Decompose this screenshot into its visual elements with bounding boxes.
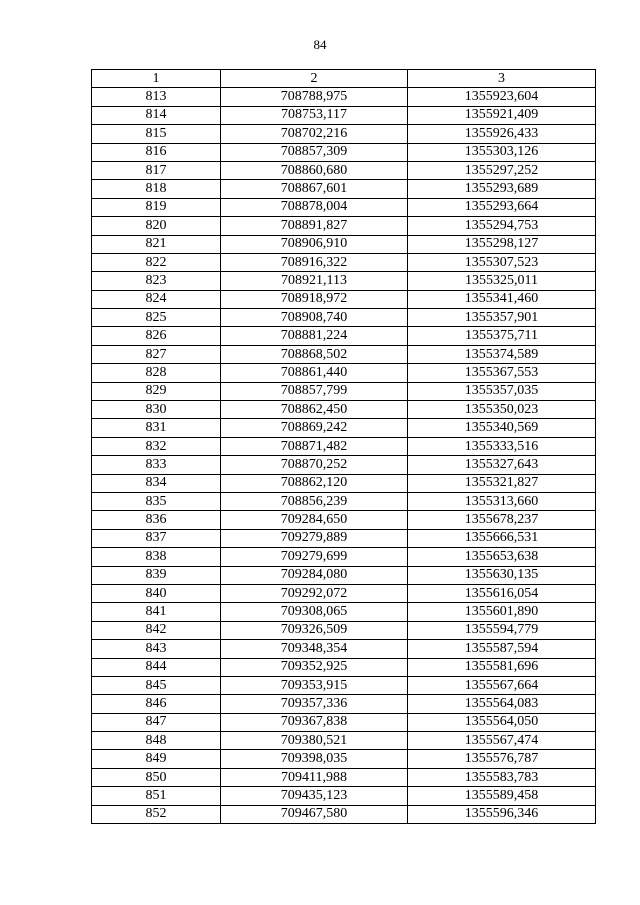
table-row <box>92 695 596 713</box>
column-header-1: 1 <box>92 70 221 88</box>
table-row <box>92 529 596 547</box>
table-row <box>92 676 596 694</box>
y-coordinate-cell: 1355567,664 <box>408 676 596 694</box>
table-row <box>92 401 596 419</box>
table-row <box>92 658 596 676</box>
y-coordinate-cell: 1355297,252 <box>408 161 596 179</box>
y-coordinate-cell: 1355601,890 <box>408 603 596 621</box>
x-coordinate-cell: 708862,450 <box>221 401 408 419</box>
table-row <box>92 419 596 437</box>
table-row <box>92 382 596 400</box>
point-number-cell: 822 <box>92 253 221 271</box>
table-row <box>92 713 596 731</box>
point-number-cell: 821 <box>92 235 221 253</box>
y-coordinate-cell: 1355357,035 <box>408 382 596 400</box>
y-coordinate-cell: 1355581,696 <box>408 658 596 676</box>
table-row <box>92 327 596 345</box>
y-coordinate-cell: 1355375,711 <box>408 327 596 345</box>
table-row <box>92 768 596 786</box>
x-coordinate-cell: 708871,482 <box>221 437 408 455</box>
table-row <box>92 253 596 271</box>
point-number-cell: 850 <box>92 768 221 786</box>
x-coordinate-cell: 709284,080 <box>221 566 408 584</box>
y-coordinate-cell: 1355307,523 <box>408 253 596 271</box>
point-number-cell: 837 <box>92 529 221 547</box>
x-coordinate-cell: 708702,216 <box>221 125 408 143</box>
point-number-cell: 846 <box>92 695 221 713</box>
y-coordinate-cell: 1355298,127 <box>408 235 596 253</box>
table-row <box>92 621 596 639</box>
y-coordinate-cell: 1355576,787 <box>408 750 596 768</box>
point-number-cell: 829 <box>92 382 221 400</box>
x-coordinate-cell: 708918,972 <box>221 290 408 308</box>
point-number-cell: 820 <box>92 217 221 235</box>
y-coordinate-cell: 1355616,054 <box>408 584 596 602</box>
coordinates-table <box>91 69 596 824</box>
table-row <box>92 437 596 455</box>
point-number-cell: 833 <box>92 456 221 474</box>
table-row <box>92 548 596 566</box>
table-row <box>92 217 596 235</box>
x-coordinate-cell: 708867,601 <box>221 180 408 198</box>
x-coordinate-cell: 709367,838 <box>221 713 408 731</box>
point-number-cell: 842 <box>92 621 221 639</box>
x-coordinate-cell: 709352,925 <box>221 658 408 676</box>
point-number-cell: 839 <box>92 566 221 584</box>
y-coordinate-cell: 1355350,023 <box>408 401 596 419</box>
point-number-cell: 836 <box>92 511 221 529</box>
y-coordinate-cell: 1355367,553 <box>408 364 596 382</box>
table-row <box>92 125 596 143</box>
x-coordinate-cell: 708868,502 <box>221 345 408 363</box>
point-number-cell: 831 <box>92 419 221 437</box>
point-number-cell: 824 <box>92 290 221 308</box>
point-number-cell: 832 <box>92 437 221 455</box>
y-coordinate-cell: 1355678,237 <box>408 511 596 529</box>
table-row <box>92 492 596 510</box>
x-coordinate-cell: 709279,889 <box>221 529 408 547</box>
x-coordinate-cell: 709357,336 <box>221 695 408 713</box>
column-header-3: 3 <box>408 70 596 88</box>
x-coordinate-cell: 709435,123 <box>221 787 408 805</box>
x-coordinate-cell: 708856,239 <box>221 492 408 510</box>
y-coordinate-cell: 1355327,643 <box>408 456 596 474</box>
y-coordinate-cell: 1355564,050 <box>408 713 596 731</box>
table-row <box>92 88 596 106</box>
y-coordinate-cell: 1355923,604 <box>408 88 596 106</box>
table-row <box>92 345 596 363</box>
x-coordinate-cell: 709292,072 <box>221 584 408 602</box>
x-coordinate-cell: 709380,521 <box>221 732 408 750</box>
point-number-cell: 815 <box>92 125 221 143</box>
y-coordinate-cell: 1355926,433 <box>408 125 596 143</box>
point-number-cell: 813 <box>92 88 221 106</box>
y-coordinate-cell: 1355325,011 <box>408 272 596 290</box>
table-row <box>92 640 596 658</box>
point-number-cell: 827 <box>92 345 221 363</box>
point-number-cell: 851 <box>92 787 221 805</box>
y-coordinate-cell: 1355587,594 <box>408 640 596 658</box>
table-row <box>92 143 596 161</box>
x-coordinate-cell: 709398,035 <box>221 750 408 768</box>
table-row <box>92 198 596 216</box>
point-number-cell: 818 <box>92 180 221 198</box>
y-coordinate-cell: 1355293,664 <box>408 198 596 216</box>
table-row <box>92 805 596 823</box>
y-coordinate-cell: 1355340,569 <box>408 419 596 437</box>
table-row <box>92 272 596 290</box>
x-coordinate-cell: 709279,699 <box>221 548 408 566</box>
table-row <box>92 106 596 124</box>
table-row <box>92 180 596 198</box>
table-row <box>92 732 596 750</box>
point-number-cell: 849 <box>92 750 221 768</box>
table-row <box>92 235 596 253</box>
point-number-cell: 816 <box>92 143 221 161</box>
y-coordinate-cell: 1355596,346 <box>408 805 596 823</box>
point-number-cell: 847 <box>92 713 221 731</box>
x-coordinate-cell: 708921,113 <box>221 272 408 290</box>
y-coordinate-cell: 1355583,783 <box>408 768 596 786</box>
x-coordinate-cell: 708881,224 <box>221 327 408 345</box>
x-coordinate-cell: 708857,799 <box>221 382 408 400</box>
table-row <box>92 290 596 308</box>
x-coordinate-cell: 709284,650 <box>221 511 408 529</box>
x-coordinate-cell: 709467,580 <box>221 805 408 823</box>
y-coordinate-cell: 1355594,779 <box>408 621 596 639</box>
point-number-cell: 843 <box>92 640 221 658</box>
point-number-cell: 845 <box>92 676 221 694</box>
x-coordinate-cell: 708861,440 <box>221 364 408 382</box>
table-row <box>92 511 596 529</box>
table-row <box>92 750 596 768</box>
table-row <box>92 161 596 179</box>
x-coordinate-cell: 708869,242 <box>221 419 408 437</box>
point-number-cell: 817 <box>92 161 221 179</box>
point-number-cell: 838 <box>92 548 221 566</box>
x-coordinate-cell: 709353,915 <box>221 676 408 694</box>
x-coordinate-cell: 708862,120 <box>221 474 408 492</box>
y-coordinate-cell: 1355564,083 <box>408 695 596 713</box>
page-number: 84 <box>313 37 327 52</box>
table-row <box>92 787 596 805</box>
point-number-cell: 826 <box>92 327 221 345</box>
y-coordinate-cell: 1355630,135 <box>408 566 596 584</box>
column-header-2: 2 <box>221 70 408 88</box>
x-coordinate-cell: 708788,975 <box>221 88 408 106</box>
point-number-cell: 852 <box>92 805 221 823</box>
point-number-cell: 841 <box>92 603 221 621</box>
point-number-cell: 823 <box>92 272 221 290</box>
point-number-cell: 819 <box>92 198 221 216</box>
y-coordinate-cell: 1355921,409 <box>408 106 596 124</box>
point-number-cell: 844 <box>92 658 221 676</box>
table-row <box>92 603 596 621</box>
table-row <box>92 584 596 602</box>
x-coordinate-cell: 709348,354 <box>221 640 408 658</box>
x-coordinate-cell: 709411,988 <box>221 768 408 786</box>
point-number-cell: 830 <box>92 401 221 419</box>
x-coordinate-cell: 709308,065 <box>221 603 408 621</box>
y-coordinate-cell: 1355333,516 <box>408 437 596 455</box>
y-coordinate-cell: 1355589,458 <box>408 787 596 805</box>
x-coordinate-cell: 708916,322 <box>221 253 408 271</box>
x-coordinate-cell: 708857,309 <box>221 143 408 161</box>
point-number-cell: 828 <box>92 364 221 382</box>
table-header-row <box>92 70 596 88</box>
y-coordinate-cell: 1355374,589 <box>408 345 596 363</box>
point-number-cell: 825 <box>92 309 221 327</box>
x-coordinate-cell: 708860,680 <box>221 161 408 179</box>
y-coordinate-cell: 1355313,660 <box>408 492 596 510</box>
table-row <box>92 456 596 474</box>
x-coordinate-cell: 708753,117 <box>221 106 408 124</box>
x-coordinate-cell: 708908,740 <box>221 309 408 327</box>
x-coordinate-cell: 708906,910 <box>221 235 408 253</box>
y-coordinate-cell: 1355357,901 <box>408 309 596 327</box>
table-body <box>92 88 596 824</box>
table-row <box>92 474 596 492</box>
point-number-cell: 814 <box>92 106 221 124</box>
x-coordinate-cell: 708891,827 <box>221 217 408 235</box>
x-coordinate-cell: 708870,252 <box>221 456 408 474</box>
x-coordinate-cell: 708878,004 <box>221 198 408 216</box>
table-row <box>92 566 596 584</box>
table-row <box>92 364 596 382</box>
point-number-cell: 840 <box>92 584 221 602</box>
y-coordinate-cell: 1355666,531 <box>408 529 596 547</box>
point-number-cell: 835 <box>92 492 221 510</box>
y-coordinate-cell: 1355294,753 <box>408 217 596 235</box>
y-coordinate-cell: 1355293,689 <box>408 180 596 198</box>
table-row <box>92 309 596 327</box>
y-coordinate-cell: 1355567,474 <box>408 732 596 750</box>
y-coordinate-cell: 1355321,827 <box>408 474 596 492</box>
y-coordinate-cell: 1355303,126 <box>408 143 596 161</box>
x-coordinate-cell: 709326,509 <box>221 621 408 639</box>
y-coordinate-cell: 1355341,460 <box>408 290 596 308</box>
point-number-cell: 834 <box>92 474 221 492</box>
y-coordinate-cell: 1355653,638 <box>408 548 596 566</box>
point-number-cell: 848 <box>92 732 221 750</box>
